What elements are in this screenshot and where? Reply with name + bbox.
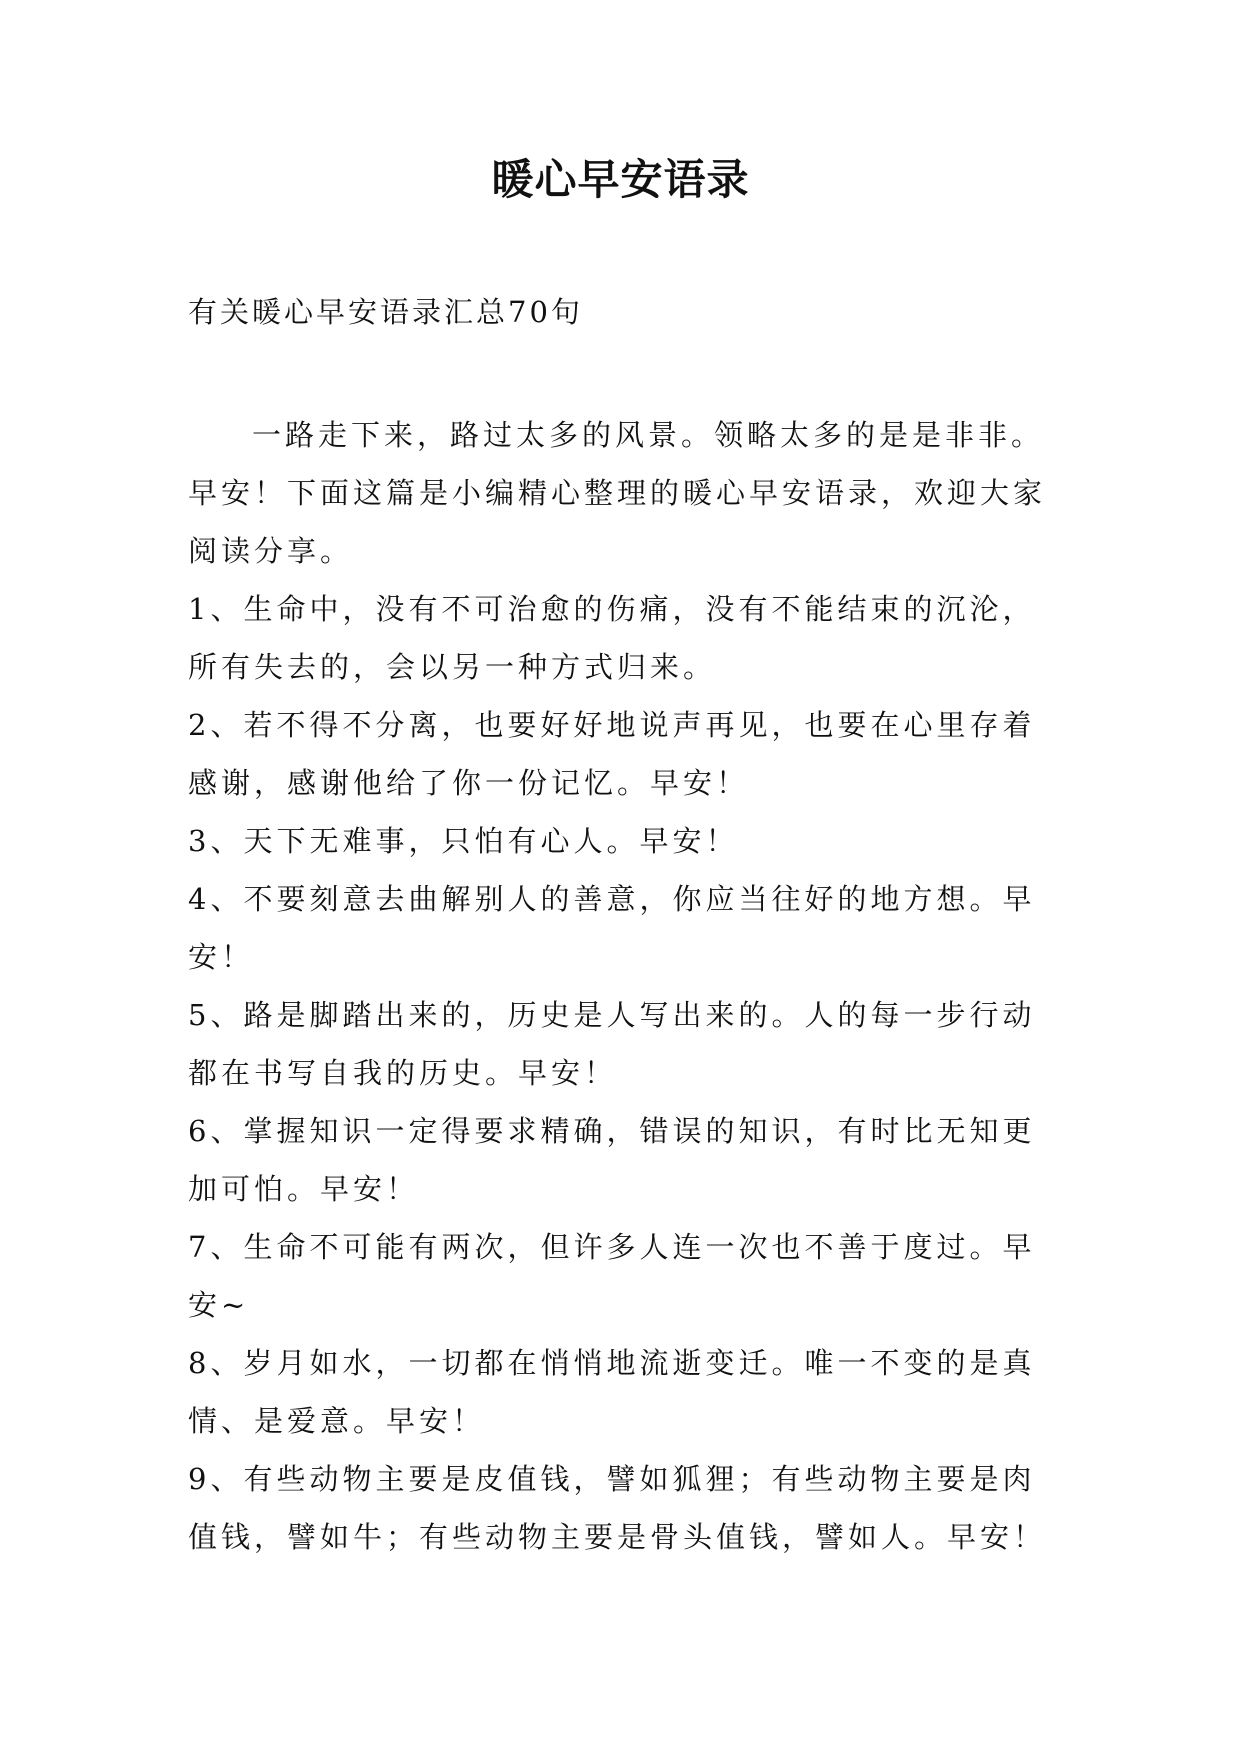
quote-item-4: 4、不要刻意去曲解别人的善意，你应当往好的地方想。早安！ — [188, 882, 1036, 974]
quote-item-1: 1、生命中，没有不可治愈的伤痛，没有不能结束的沉沦，所有失去的，会以另一种方式归来。 — [188, 592, 1036, 684]
quote-item-8: 8、岁月如水，一切都在悄悄地流逝变迁。唯一不变的是真情、是爱意。早安！ — [188, 1346, 1036, 1438]
document-subtitle: 有关暖心早安语录汇总70句 — [188, 295, 583, 329]
quote-item-6: 6、掌握知识一定得要求精确，错误的知识，有时比无知更加可怕。早安！ — [188, 1114, 1036, 1206]
quote-item-5: 5、路是脚踏出来的，历史是人写出来的。人的每一步行动都在书写自我的历史。早安！ — [188, 998, 1036, 1090]
quote-item-9: 9、有些动物主要是皮值钱，譬如狐狸；有些动物主要是肉值钱，譬如牛；有些动物主要是骨头值钱，譬如人。早安！ — [188, 1462, 1047, 1554]
intro-paragraph: 一路走下来，路过太多的风景。领略太多的是是非非。早安！下面这篇是小编精心整理的暖心早安语录，欢迎大家阅读分享。 — [188, 418, 1047, 568]
quote-item-2: 2、若不得不分离，也要好好地说声再见，也要在心里存着感谢，感谢他给了你一份记忆。早安！ — [188, 708, 1036, 800]
document-title: 暖心早安语录 — [491, 155, 750, 204]
document-body — [188, 406, 1068, 1566]
quote-item-7: 7、生命不可能有两次，但许多人连一次也不善于度过。早安~ — [188, 1230, 1036, 1322]
quote-item-3: 3、天下无难事，只怕有心人。早安！ — [188, 824, 739, 858]
